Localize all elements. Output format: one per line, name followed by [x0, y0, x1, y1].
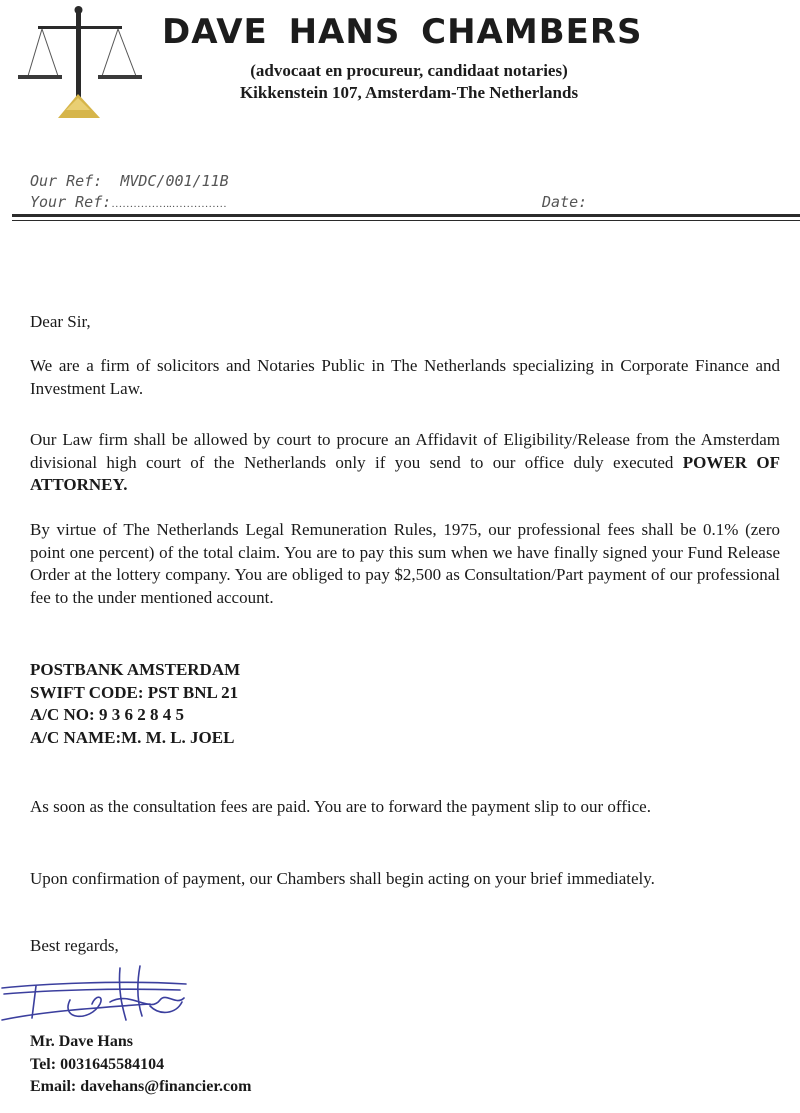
signatory-email: Email: davehans@financier.com [30, 1078, 252, 1095]
paragraph-affidavit-text: Our Law firm shall be allowed by court to procure an Affidavit of Eligibility/Release from the Amsterdam divisional high court of the Netherlands only if you send to our office duly executed [30, 430, 780, 472]
signatory-phone: Tel: 0031645584104 [30, 1055, 165, 1073]
your-reference [30, 193, 227, 211]
power-of-attorney-emphasis: POWER OF ATTORNEY. [30, 452, 780, 494]
account-number: A/C NO: 9 3 6 2 8 4 5 [30, 705, 184, 724]
handwritten-signature [0, 960, 200, 1030]
account-name: A/C NAME:M. M. L. JOEL [30, 727, 235, 747]
paragraph-payment-slip: As soon as the consultation fees are paid. You are to forward the payment slip to our office. [30, 797, 651, 816]
signatory-name: Mr. Dave Hans [30, 1033, 133, 1050]
paragraph-fees: By virtue of The Netherlands Legal Remuneration Rules, 1975, our professional fees shall be 0.1% (zero point one percent) of the total claim. You are to pay this sum when we have finally signed your Fund Release Order at the lottery company. You are obliged to pay $2,500 as Consultation/Part payment of our professional fee to the under mentioned account. [30, 520, 780, 607]
paragraph-affidavit [30, 429, 780, 497]
your-ref-value: ……………..…………… [111, 198, 227, 210]
paragraph-firm-intro: We are a firm of solicitors and Notaries Public in The Netherlands specializing in Corporate Finance and Investment Law. [30, 356, 780, 398]
your-ref-label: Your Ref: [30, 193, 112, 211]
our-ref-value: MVDC/001/11B [120, 172, 229, 190]
closing: Best regards, [30, 936, 119, 955]
header-divider-thin [12, 220, 800, 221]
bank-name: POSTBANK AMSTERDAM [30, 660, 241, 679]
signature-block [30, 1031, 251, 1099]
scales-of-justice-icon [18, 6, 142, 118]
bank-details [30, 659, 240, 749]
paragraph-confirmation: Upon confirmation of payment, our Chambers shall begin acting on your brief immediately. [30, 869, 655, 888]
letterhead [0, 0, 800, 230]
firm-subtitle: (advocaat en procureur, candidaat notaries) [250, 61, 568, 80]
date-label: Date: [542, 193, 588, 211]
firm-name: DAVE HANS CHAMBERS [162, 12, 643, 52]
firm-subtitle-block [200, 60, 618, 104]
header-divider-thick [12, 214, 800, 217]
our-ref-label: Our Ref: [30, 172, 103, 190]
our-reference [30, 172, 229, 190]
salutation: Dear Sir, [30, 312, 91, 331]
firm-address: Kikkenstein 107, Amsterdam-The Netherlands [239, 83, 579, 102]
swift-code: SWIFT CODE: PST BNL 21 [30, 682, 239, 702]
